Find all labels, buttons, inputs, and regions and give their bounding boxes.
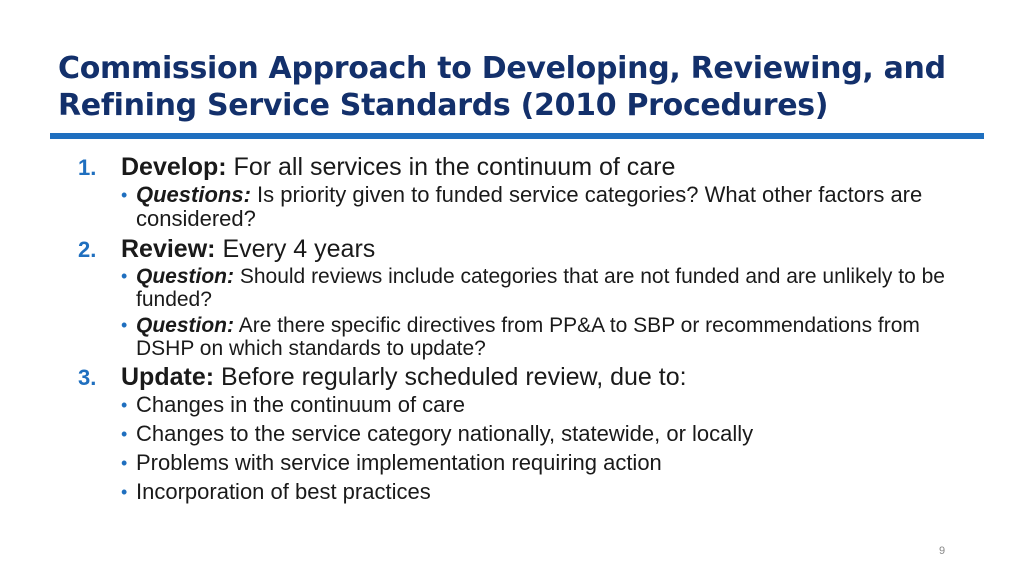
title-divider: [50, 133, 984, 139]
bullet-icon: •: [121, 395, 128, 415]
item-heading: [121, 363, 978, 392]
slide-title: Commission Approach to Developing, Reviewing, and Refining Service Standards (2010 Procedures): [58, 51, 946, 123]
list-item: [121, 480, 978, 504]
bullet-prefix: Questions:: [136, 182, 251, 207]
item-text: For all services in the continuum of care: [233, 153, 676, 181]
item-label: Review:: [121, 235, 216, 263]
item-heading: [121, 153, 978, 182]
bullet-text: Incorporation of best practices: [136, 479, 431, 504]
bullet-text: Problems with service implementation requiring action: [136, 450, 662, 475]
item-text: Every 4 years: [222, 235, 376, 263]
list-item: [121, 451, 978, 475]
sub-bullets: [121, 393, 978, 504]
item-text: Before regularly scheduled review, due to:: [221, 363, 687, 391]
list-item-develop: [78, 153, 978, 231]
bullet-icon: •: [121, 266, 128, 286]
bullet-text: Is priority given to funded service categories? What other factors are considered?: [136, 182, 923, 231]
bullet-icon: •: [121, 185, 128, 205]
item-number: 2.: [78, 237, 97, 262]
bullet-icon: •: [121, 453, 128, 473]
list-item: [121, 393, 978, 417]
bullet-text: Changes in the continuum of care: [136, 392, 465, 417]
bullet-icon: •: [121, 482, 128, 502]
bullet-icon: •: [121, 424, 128, 444]
sub-bullets: [121, 265, 978, 360]
list-item: [121, 422, 978, 446]
item-label: Develop:: [121, 153, 227, 181]
sub-bullets: [121, 183, 978, 231]
bullet-prefix: Question:: [136, 314, 234, 337]
list-item: [121, 314, 978, 360]
bullet-text: Changes to the service category nationally, statewide, or locally: [136, 421, 754, 446]
item-number: 3.: [78, 365, 97, 390]
slide-body: [78, 153, 978, 509]
list-item-update: [78, 363, 978, 504]
bullet-icon: •: [121, 315, 128, 335]
item-heading: [121, 235, 978, 264]
list-item: [121, 183, 978, 231]
page-number: 9: [938, 545, 946, 557]
item-label: Update:: [121, 363, 215, 391]
bullet-text: Should reviews include categories that are not funded and are unlikely to be funded?: [136, 265, 945, 311]
item-number: 1.: [78, 155, 97, 180]
bullet-text: Are there specific directives from PP&A to SBP or recommendations from DSHP on which standards to update?: [136, 314, 920, 360]
bullet-prefix: Question:: [136, 265, 234, 288]
list-item: [121, 265, 978, 311]
list-item-review: [78, 235, 978, 360]
